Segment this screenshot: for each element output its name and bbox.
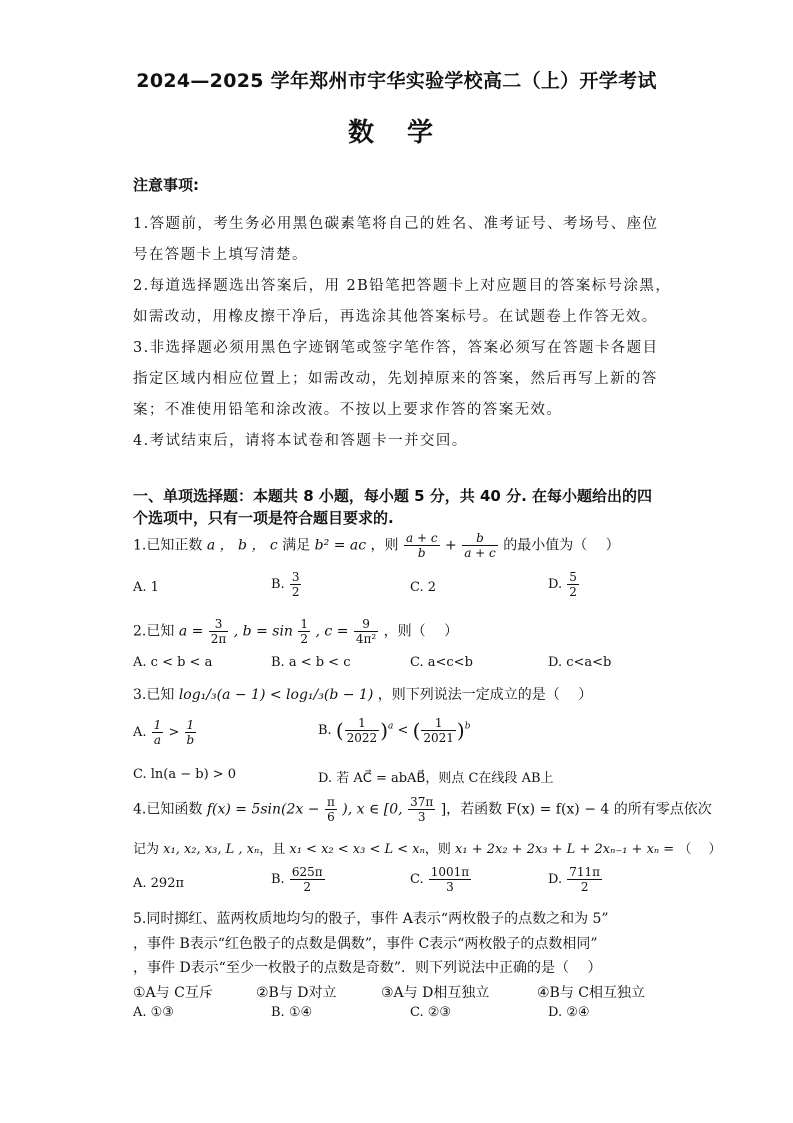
question-5-line-2: ，事件 B表示“红色骰子的点数是偶数”，事件 C表示“两枚骰子的点数相同”	[133, 936, 598, 952]
q3-b-fraction-2: $\frac{1}{2021}$	[423, 716, 454, 745]
q1-vars: a ， b ， c	[206, 537, 278, 554]
q2-option-b: B. a < b < c	[271, 655, 351, 670]
q4-option-b-fraction: $\frac{625\pi}{2}$	[291, 865, 323, 894]
notice-line: 2.每道选择题选出答案后，用 2B铅笔把答题卡上对应题目的答案标号涂黑，	[133, 278, 672, 294]
subject-title: 数 学	[347, 118, 446, 148]
q1-fraction-1: $\frac{a + c}{b}$	[405, 531, 438, 560]
q5-statement-2: ②B与 D对立	[256, 985, 337, 1001]
q1-then: ，则	[370, 537, 399, 554]
q1-option-d-fraction: $\frac{5}{2}$	[569, 570, 577, 599]
q5-option-b: B. ①④	[271, 1005, 313, 1020]
q2-c-lhs: , c =	[315, 623, 349, 640]
q1-suffix: 的最小值为（ ）	[503, 537, 620, 554]
q1-option-b-fraction: $\frac{3}{2}$	[291, 570, 300, 599]
q5-statement-4: ④B与 C相互独立	[537, 985, 646, 1001]
q4-option-d: D. $\frac{711\pi}{2}$	[548, 865, 601, 894]
q1-option-c: C. 2	[410, 580, 437, 595]
q2-option-a: A. c < b < a	[133, 655, 213, 670]
q4-option-a: A. 292π	[133, 876, 185, 891]
q2-b-fraction: $\frac{1}{2}$	[300, 617, 309, 646]
q1-plus: +	[445, 537, 457, 554]
question-5-line-3: ，事件 D表示“至少一枚骰子的点数是奇数”．则下列说法中正确的是（ ）	[133, 960, 602, 976]
q3-a-fraction-1: $\frac{1}{a}$	[153, 718, 162, 747]
q3-expr: log₁/₃(a − 1) < log₁/₃(b − 1)	[178, 687, 374, 703]
q3-b-fraction-1: $\frac{1}{2022}$	[346, 716, 378, 745]
section-heading: 一、单项选择题：本题共 8 小题，每小题 5 分，共 40 分. 在每小题给出的四	[133, 487, 653, 505]
q1-fraction-2: $\frac{b}{a + c}$	[464, 531, 496, 560]
q3-suffix: ，则下列说法一定成立的是（ ）	[377, 687, 593, 703]
question-1	[133, 531, 620, 560]
q5-option-c: C. ②③	[410, 1005, 452, 1020]
q3-option-a: A. $\frac{1}{a}$ > $\frac{1}{b}$	[133, 718, 195, 747]
q4-option-c: C. $\frac{1001\pi}{3}$	[410, 865, 470, 894]
notice-heading: 注意事项:	[133, 176, 199, 194]
q4-domain-fraction: $\frac{37\pi}{3}$	[410, 795, 434, 824]
q5-statement-1: ①A与 C互斥	[133, 985, 213, 1001]
q5-option-a: A. ①③	[133, 1005, 174, 1020]
q2-a-fraction: $\frac{3}{2\pi}$	[210, 617, 227, 646]
q3-option-d: D. 若 AC⃗ = abAB⃗，则点 C在线段 AB上	[318, 771, 554, 786]
q3-option-b: B. ( $\frac{1}{2022}$ )$^a$ < ( $\frac{1}{2021}$ )$^b$	[318, 716, 471, 745]
q3-prefix: 3.已知	[133, 687, 175, 703]
q1-option-b: B. $\frac{3}{2}$	[271, 570, 300, 599]
q2-option-d: D. c<a<b	[548, 655, 612, 670]
notice-line: 指定区域内相应位置上；如需改动，先划掉原来的答案，然后再写上新的答	[133, 371, 658, 387]
q2-prefix: 2.已知	[133, 623, 175, 640]
section-heading: 个选项中，只有一项是符合题目要求的.	[133, 509, 394, 527]
q1-prefix: 1.已知正数	[133, 537, 203, 554]
q2-a-lhs: a =	[178, 623, 204, 640]
q2-b-lhs: , b = sin	[233, 623, 293, 640]
q2-suffix: ，则（ ）	[383, 623, 459, 640]
q4-function: f(x) = 5sin(2x −	[206, 801, 320, 818]
question-5-line-1: 5.同时掷红、蓝两枚质地均匀的骰子，事件 A表示“两枚骰子的点数之和为 5”	[133, 911, 609, 927]
q1-cond: 满足	[282, 537, 311, 554]
q4-option-b: B. $\frac{625\pi}{2}$	[271, 865, 323, 894]
q1-option-d: D. $\frac{5}{2}$	[548, 570, 577, 599]
q5-option-d: D. ②④	[548, 1005, 590, 1020]
notice-line: 3.非选择题必须用黑色字迹钢笔或签字笔作答，答案必须写在答题卡各题目	[133, 340, 659, 356]
question-4-line-2: 记为 x₁, x₂, x₃, L , xₙ，且 x₁ < x₂ < x₃ < L < xₙ，则 x₁ + 2x₂ + 2x₃ + L + 2xₙ₋₁ + xₙ = （ ）	[133, 842, 722, 857]
q3-a-fraction-2: $\frac{1}{b}$	[186, 718, 195, 747]
q1-eq: b² = ac	[314, 537, 367, 554]
question-3	[133, 684, 592, 704]
q2-c-fraction: $\frac{9}{\text{4π²}}$	[355, 617, 377, 646]
exam-title: 2024—2025 学年郑州市宇华实验学校高二（上）开学考试	[136, 70, 657, 92]
notice-line: 如需改动，用橡皮擦干净后，再选涂其他答案标号。在试题卷上作答无效。	[133, 309, 658, 325]
q2-option-c: C. a<c<b	[410, 655, 473, 670]
notice-line: 4.考试结束后，请将本试卷和答题卡一并交回。	[133, 433, 468, 449]
q4-pi-fraction: $\frac{\pi}{6}$	[326, 795, 335, 824]
question-2	[133, 617, 458, 646]
q4-option-c-fraction: $\frac{1001\pi}{3}$	[430, 865, 470, 894]
notice-line: 案；不准使用铅笔和涂改液。不按以上要求作答的答案无效。	[133, 402, 563, 418]
q3-option-c: C. ln(a − b) > 0	[133, 767, 237, 782]
notice-line: 号在答题卡上填写清楚。	[133, 247, 308, 263]
q1-option-a: A. 1	[133, 580, 159, 595]
q5-statement-3: ③A与 D相互独立	[381, 985, 490, 1001]
q4-option-d-fraction: $\frac{711\pi}{2}$	[569, 865, 601, 894]
notice-line: 1.答题前，考生务必用黑色碳素笔将自己的姓名、准考证号、考场号、座位	[133, 216, 659, 232]
question-4-line-1: 4.已知函数 f(x) = 5sin(2x − $\frac{\pi}{6}$ ), x ∈ [0, $\frac{37\pi}{3}$ ]，若函数 F(x) = f(x) − 4 的所有零点依次	[133, 795, 712, 824]
